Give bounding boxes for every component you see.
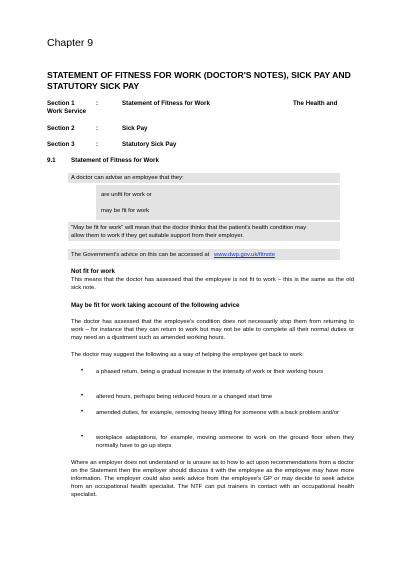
section-3-number: Section 3 [47,141,75,148]
section-2-title: Sick Pay [122,125,148,132]
section-1-extra-cont: Work Service [47,108,87,115]
section-1-colon: : [96,100,99,107]
chapter-heading: Chapter 9 [47,37,94,49]
section-2-number: Section 2 [47,125,75,132]
not-fit-heading: Not fit for work [71,268,115,275]
box-note-line-2: allow them to work if they get suitable support from their employer. [71,233,244,239]
bullet-marker: • [81,368,84,374]
section-3-colon: : [96,141,99,148]
not-fit-text: This means that the doctor has assessed that the employee is not fit to work – this is the same as the old sick note. [71,277,354,291]
document-title: STATEMENT OF FITNESS FOR WORK (DOCTOR'S NOTES), SICK PAY AND STATUTORY SICK PAY [47,70,351,91]
section-1-title: Statement of Fitness for Work [122,100,210,107]
bullet-amended-duties: amended duties, for example, removing heavy lifting for someone with a back problem and/or [96,410,339,416]
may-be-fit-para-1: The doctor has assessed that the employee's condition does not necessarily stop them from returning to work – for instance that they can return to work but may not be able to complete all their normal duties or may need an a djustment such as amended working hours. [71,319,354,341]
subsection-title: Statement of Fitness for Work [71,157,159,164]
may-be-fit-para-3: Where an employer does not understand or is unsure as to how to act upon recommendations from a doctor on the Statement then the employer should discuss it with the employee as the employee may have more information. The employer could also seek advice from the employee's GP or may decide to seek advice from an occupational health specialist. The NTF can put trainers in contact with an occupational health specialist. [71,460,354,498]
section-3-title: Statutory Sick Pay [122,141,177,148]
may-be-fit-heading: May be fit for work taking account of the following advice [71,302,240,309]
bullet-phased-return: a phased return, being a gradual increase in the intensity of work or their working hours [96,369,324,375]
box-advice-text: The Government's advice on this can be accessed at [71,252,210,258]
box-advice-line [71,251,275,259]
box-note-line-1: "May be fit for work" will mean that the doctor thinks that the patient's health condition may [71,225,307,231]
box-item-may-be-fit: may be fit for work [101,208,150,214]
bullet-marker: • [81,434,84,440]
may-be-fit-para-2: The doctor may suggest the following as a way of helping the employee get back to work: [71,352,304,358]
section-1-number: Section 1 [47,100,75,107]
box-item-unfit: are unfit for work or [101,192,152,198]
fitnote-link[interactable]: www.dwp.gov.uk/fitnote [213,252,276,258]
subsection-number: 9.1 [47,157,56,164]
box-intro: A doctor can advise an employee that they: [71,175,184,181]
bullet-workplace-adaptations: workplace adaptations, for example, moving someone to work on the ground floor when they normally have to go up steps [96,435,354,449]
bullet-altered-hours: altered hours, perhaps being reduced hours or a changed start time [96,394,273,400]
section-2-colon: : [96,125,99,132]
bullet-marker: • [81,393,84,399]
bullet-marker: • [81,409,84,415]
section-1-extra: The Health and [293,100,338,107]
